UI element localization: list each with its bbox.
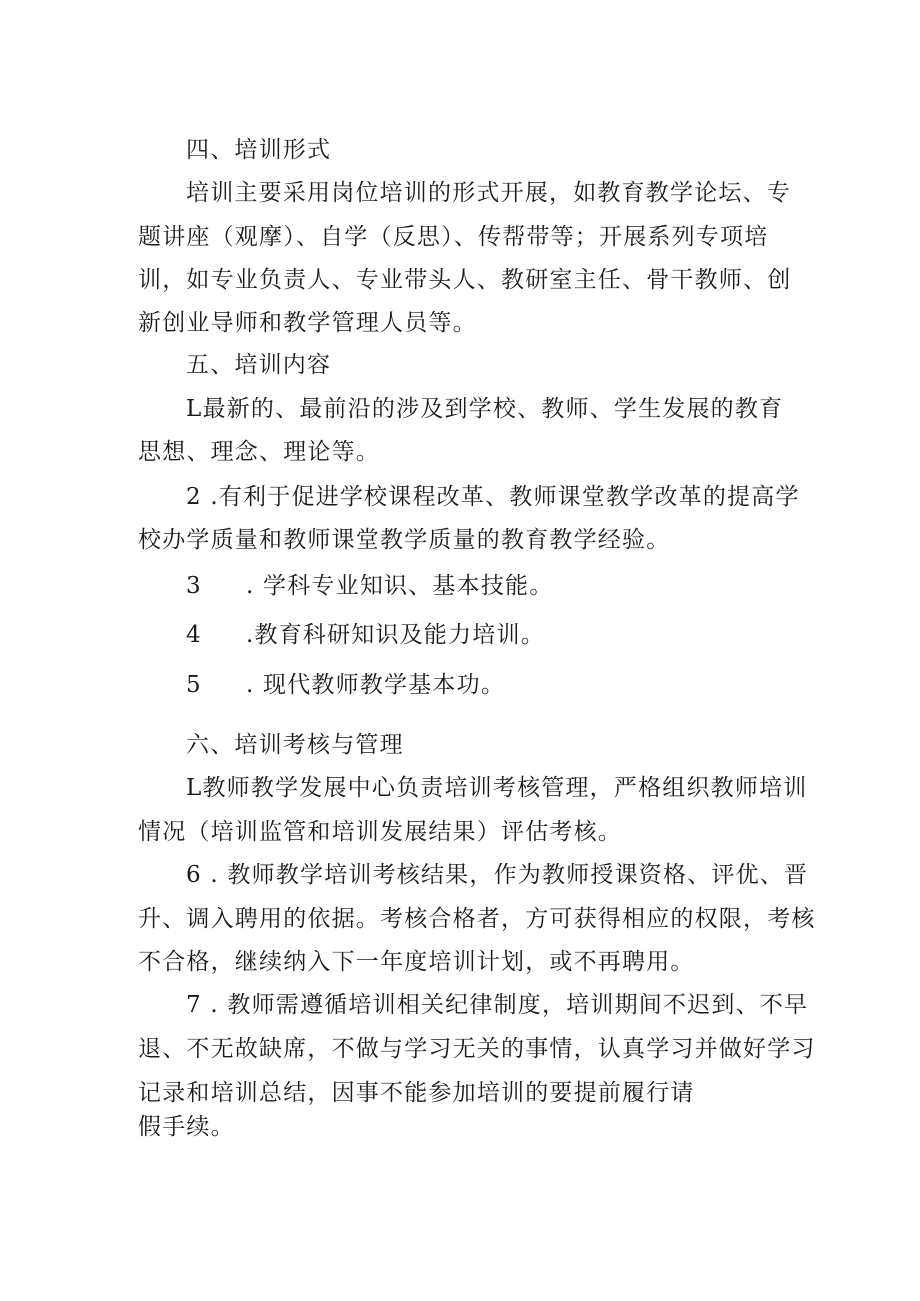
paragraph-line: 训，如专业负责人、专业带头人、教研室主任、骨干教师、创 [138, 267, 792, 293]
list-item-line: 7 . 教师需遵循培训相关纪律制度，培训期间不迟到、不早 [186, 992, 809, 1018]
list-item-text: . 现代教师教学基本功。 [246, 672, 506, 698]
paragraph-line: 题讲座（观摩）、自学（反思）、传帮带等；开展系列专项培 [138, 224, 769, 250]
section-heading-5: 五、培训内容 [186, 352, 332, 378]
list-item-number: 4 [186, 622, 202, 648]
list-item-line: L教师教学发展中心负责培训考核管理，严格组织教师培训 [186, 775, 808, 801]
list-item-line: 不合格，继续纳入下一年度培训计划，或不再聘用。 [138, 949, 695, 975]
list-item-number: 5 [186, 672, 202, 698]
paragraph-line: 培训主要采用岗位培训的形式开展，如教育教学论坛、专 [186, 180, 791, 206]
list-item-line: 记录和培训总结，因事不能参加培训的要提前履行请 [138, 1080, 695, 1106]
list-item-line: 思想、理念、理论等。 [138, 439, 380, 465]
list-item-text: . 学科专业知识、基本技能。 [246, 573, 554, 599]
list-item-line: 退、不无故缺席，不做与学习无关的事情，认真学习并做好学习 [138, 1036, 816, 1062]
list-item-line: 假手续。 [138, 1114, 235, 1140]
list-item-line: 升、调入聘用的依据。考核合格者，方可获得相应的权限，考核 [138, 906, 816, 932]
list-item-line: 6 . 教师教学培训考核结果，作为教师授课资格、评优、晋 [186, 862, 809, 888]
list-item-number: 3 [186, 573, 202, 599]
list-item [186, 571, 553, 601]
list-item-line: 校办学质量和教师课堂教学质量的教育教学经验。 [138, 527, 671, 553]
list-item-text: .教育科研知识及能力培训。 [246, 622, 545, 648]
list-item-line: 情况（培训监管和培训发展结果）评估考核。 [138, 819, 622, 845]
paragraph-line: 新创业导师和教学管理人员等。 [138, 310, 477, 336]
section-heading-4: 四、培训形式 [186, 137, 332, 163]
list-item [186, 620, 545, 650]
list-item-line: 2 .有利于促进学校课程改革、教师课堂教学改革的提高学 [186, 484, 800, 510]
section-heading-6: 六、培训考核与管理 [186, 732, 404, 758]
list-item-line: L最新的、最前沿的涉及到学校、教师、学生发展的教育 [186, 396, 784, 422]
list-item [186, 670, 505, 700]
